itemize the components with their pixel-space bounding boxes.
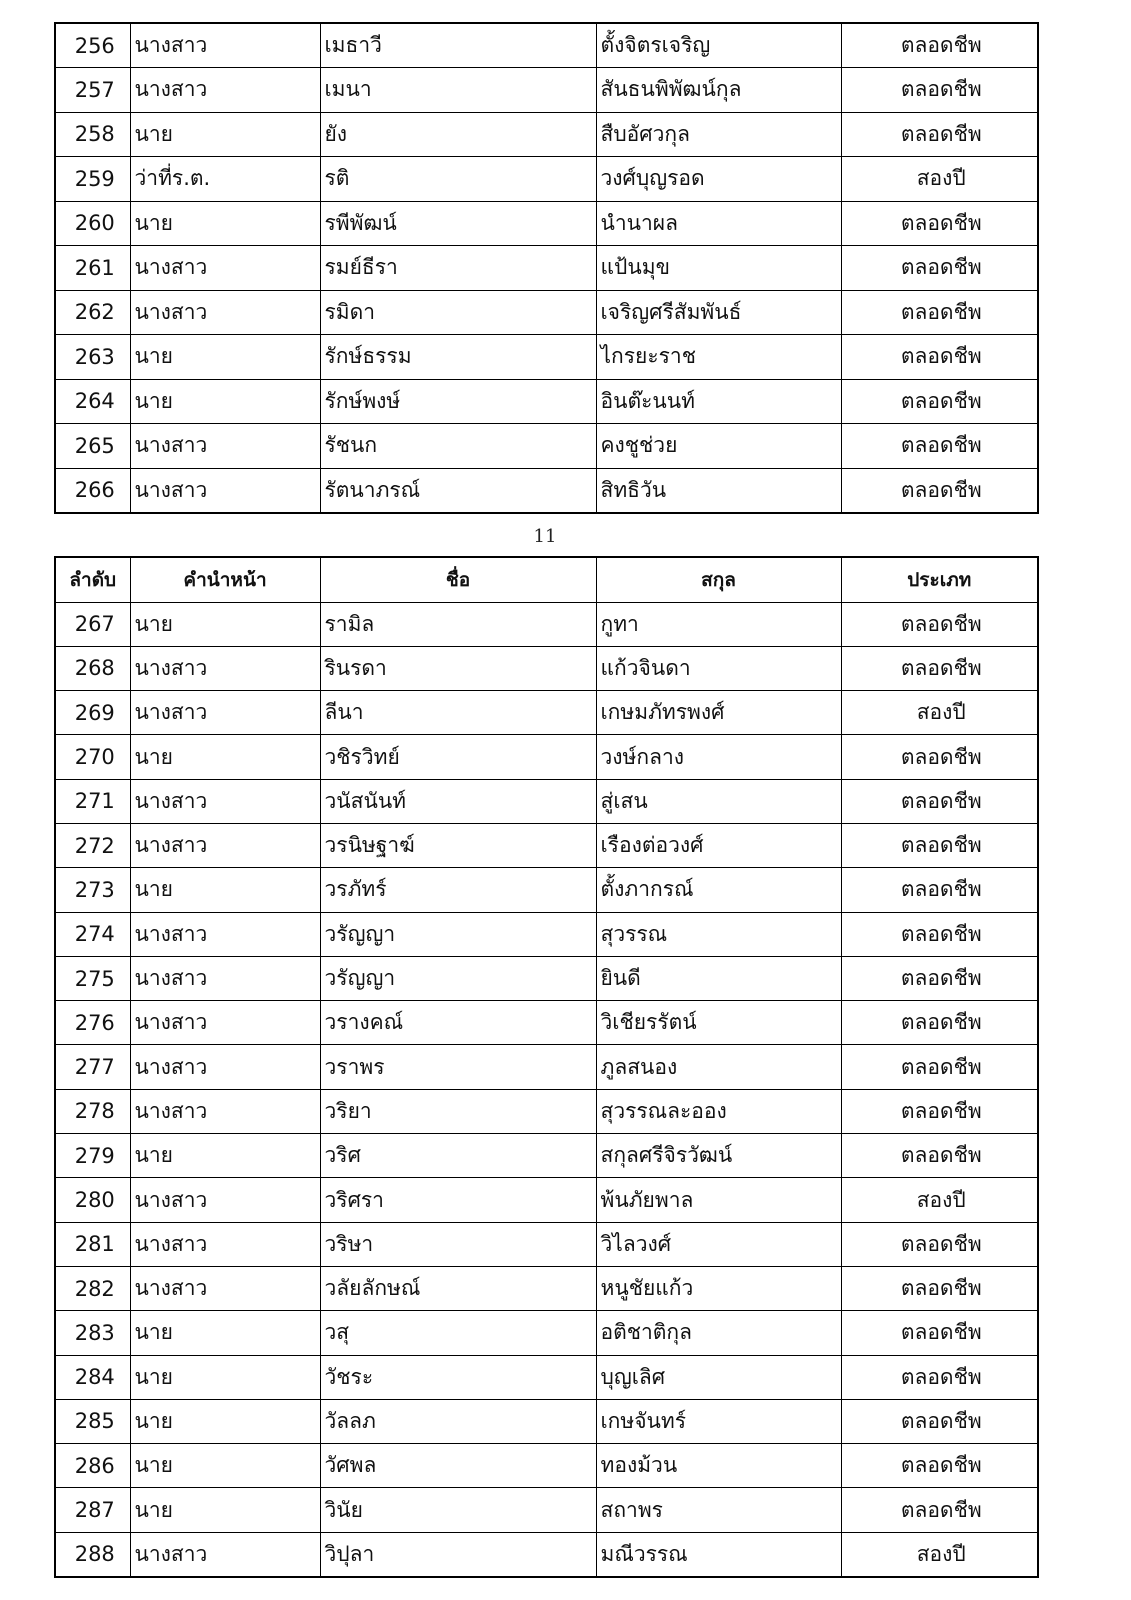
row-last-name: สู่เสน [596, 779, 841, 823]
row-number: 270 [55, 735, 130, 779]
row-number: 283 [55, 1311, 130, 1355]
row-membership-type: ตลอดชีพ [841, 1311, 1038, 1355]
row-prefix: นางสาว [130, 646, 320, 690]
row-membership-type: ตลอดชีพ [841, 1222, 1038, 1266]
row-last-name: หนูชัยแก้ว [596, 1266, 841, 1310]
table-row [55, 424, 1038, 469]
row-membership-type: ตลอดชีพ [841, 23, 1038, 68]
row-prefix: นาย [130, 735, 320, 779]
table-row [55, 646, 1038, 690]
table-row [55, 1222, 1038, 1266]
row-number: 279 [55, 1134, 130, 1178]
row-membership-type: ตลอดชีพ [841, 646, 1038, 690]
row-membership-type: ตลอดชีพ [841, 912, 1038, 956]
row-first-name: วิปุลา [320, 1532, 596, 1576]
row-number: 287 [55, 1488, 130, 1532]
row-membership-type: ตลอดชีพ [841, 379, 1038, 424]
row-number: 288 [55, 1532, 130, 1576]
row-membership-type: ตลอดชีพ [841, 468, 1038, 513]
row-first-name: วรัญญา [320, 956, 596, 1000]
row-number: 257 [55, 68, 130, 113]
row-membership-type: ตลอดชีพ [841, 1089, 1038, 1133]
row-first-name: วัลลภ [320, 1399, 596, 1443]
table-row [55, 1089, 1038, 1133]
row-last-name: เจริญศรีสัมพันธ์ [596, 290, 841, 335]
row-prefix: นาย [130, 602, 320, 646]
row-last-name: สุวรรณ [596, 912, 841, 956]
table-row [55, 1001, 1038, 1045]
row-membership-type: ตลอดชีพ [841, 868, 1038, 912]
table-row [55, 1355, 1038, 1399]
row-last-name: เกษมภัทรพงศ์ [596, 691, 841, 735]
row-last-name: อติชาติกุล [596, 1311, 841, 1355]
row-first-name: วรางคณ์ [320, 1001, 596, 1045]
row-membership-type: ตลอดชีพ [841, 1134, 1038, 1178]
table-row [55, 201, 1038, 246]
table-row [55, 1045, 1038, 1089]
table-row [55, 1311, 1038, 1355]
row-prefix: นาย [130, 1355, 320, 1399]
table-row [55, 379, 1038, 424]
row-membership-type: ตลอดชีพ [841, 735, 1038, 779]
row-number: 275 [55, 956, 130, 1000]
table-row [55, 1444, 1038, 1488]
row-last-name: อินต๊ะนนท์ [596, 379, 841, 424]
row-prefix: นางสาว [130, 691, 320, 735]
row-prefix: นางสาว [130, 424, 320, 469]
row-last-name: คงชูช่วย [596, 424, 841, 469]
row-first-name: รติ [320, 157, 596, 202]
row-prefix: นางสาว [130, 1001, 320, 1045]
row-membership-type: ตลอดชีพ [841, 68, 1038, 113]
row-first-name: เมธาวี [320, 23, 596, 68]
row-number: 281 [55, 1222, 130, 1266]
row-membership-type: ตลอดชีพ [841, 779, 1038, 823]
row-prefix: นางสาว [130, 1045, 320, 1089]
row-number: 259 [55, 157, 130, 202]
header-last-name: สกุล [596, 557, 841, 602]
row-number: 272 [55, 823, 130, 867]
header-no: ลำดับ [55, 557, 130, 602]
row-first-name: วลัยลักษณ์ [320, 1266, 596, 1310]
row-first-name: รักษ์พงษ์ [320, 379, 596, 424]
table-row [55, 691, 1038, 735]
table-row [55, 1266, 1038, 1310]
table-row [55, 602, 1038, 646]
table-row [55, 468, 1038, 513]
row-number: 273 [55, 868, 130, 912]
row-last-name: ไกรยะราช [596, 335, 841, 380]
row-last-name: วงศ์บุญรอด [596, 157, 841, 202]
table-row [55, 335, 1038, 380]
row-last-name: ยินดี [596, 956, 841, 1000]
row-prefix: นาย [130, 335, 320, 380]
row-prefix: นาย [130, 1399, 320, 1443]
row-first-name: รามิล [320, 602, 596, 646]
row-last-name: เกษจันทร์ [596, 1399, 841, 1443]
row-first-name: วรนิษฐาฆ์ [320, 823, 596, 867]
row-membership-type: ตลอดชีพ [841, 956, 1038, 1000]
row-number: 256 [55, 23, 130, 68]
row-first-name: วัศพล [320, 1444, 596, 1488]
row-prefix: นางสาว [130, 246, 320, 291]
row-prefix: นาย [130, 379, 320, 424]
row-membership-type: ตลอดชีพ [841, 335, 1038, 380]
row-number: 269 [55, 691, 130, 735]
row-last-name: นำนาผล [596, 201, 841, 246]
row-prefix: นางสาว [130, 912, 320, 956]
row-first-name: รินรดา [320, 646, 596, 690]
table-row [55, 1488, 1038, 1532]
row-prefix: นางสาว [130, 956, 320, 1000]
table-row [55, 1178, 1038, 1222]
row-first-name: วริยา [320, 1089, 596, 1133]
member-table-header [55, 557, 1038, 602]
row-prefix: นาย [130, 1444, 320, 1488]
row-prefix: นางสาว [130, 1532, 320, 1576]
row-prefix: นางสาว [130, 1089, 320, 1133]
row-last-name: สกุลศรีจิรวัฒน์ [596, 1134, 841, 1178]
row-last-name: แป้นมุข [596, 246, 841, 291]
row-number: 258 [55, 112, 130, 157]
member-table-continued [54, 22, 1039, 514]
row-prefix: ว่าที่ร.ต. [130, 157, 320, 202]
member-table-continued-body [55, 23, 1038, 513]
row-last-name: สุวรรณละออง [596, 1089, 841, 1133]
row-last-name: ภูลสนอง [596, 1045, 841, 1089]
row-prefix: นาย [130, 1311, 320, 1355]
header-first-name: ชื่อ [320, 557, 596, 602]
table-row [55, 1532, 1038, 1576]
row-number: 282 [55, 1266, 130, 1310]
row-last-name: มณีวรรณ [596, 1532, 841, 1576]
row-last-name: วิไลวงศ์ [596, 1222, 841, 1266]
row-first-name: รมย์ธีรา [320, 246, 596, 291]
header-type: ประเภท [841, 557, 1038, 602]
row-number: 261 [55, 246, 130, 291]
row-prefix: นางสาว [130, 468, 320, 513]
table-row [55, 23, 1038, 68]
table-row [55, 735, 1038, 779]
row-number: 285 [55, 1399, 130, 1443]
member-table-body [55, 602, 1038, 1577]
row-number: 274 [55, 912, 130, 956]
row-prefix: นางสาว [130, 779, 320, 823]
row-prefix: นาย [130, 112, 320, 157]
row-prefix: นางสาว [130, 1266, 320, 1310]
row-first-name: ลีนา [320, 691, 596, 735]
row-last-name: ตั้งภากรณ์ [596, 868, 841, 912]
row-last-name: พ้นภัยพาล [596, 1178, 841, 1222]
row-first-name: รัชนก [320, 424, 596, 469]
row-number: 265 [55, 424, 130, 469]
row-membership-type: ตลอดชีพ [841, 1488, 1038, 1532]
row-membership-type: ตลอดชีพ [841, 1399, 1038, 1443]
row-membership-type: ตลอดชีพ [841, 1444, 1038, 1488]
header-prefix: คำนำหน้า [130, 557, 320, 602]
page-number: 11 [533, 526, 557, 547]
table-row [55, 779, 1038, 823]
table-row [55, 956, 1038, 1000]
row-first-name: วริศรา [320, 1178, 596, 1222]
table-row [55, 68, 1038, 113]
row-last-name: สันธนพิพัฒน์กุล [596, 68, 841, 113]
row-number: 268 [55, 646, 130, 690]
row-prefix: นาย [130, 868, 320, 912]
row-membership-type: สองปี [841, 691, 1038, 735]
table-row [55, 246, 1038, 291]
row-prefix: นาย [130, 1134, 320, 1178]
row-first-name: รมิดา [320, 290, 596, 335]
row-prefix: นางสาว [130, 1222, 320, 1266]
row-last-name: วิเชียรรัตน์ [596, 1001, 841, 1045]
row-last-name: ตั้งจิตรเจริญ [596, 23, 841, 68]
row-membership-type: ตลอดชีพ [841, 1001, 1038, 1045]
row-membership-type: ตลอดชีพ [841, 290, 1038, 335]
row-membership-type: สองปี [841, 1178, 1038, 1222]
row-first-name: วินัย [320, 1488, 596, 1532]
row-first-name: วราพร [320, 1045, 596, 1089]
table-row [55, 1399, 1038, 1443]
header-row [55, 557, 1038, 602]
row-first-name: เมนา [320, 68, 596, 113]
row-number: 280 [55, 1178, 130, 1222]
table-row [55, 868, 1038, 912]
row-last-name: สืบอัศวกุล [596, 112, 841, 157]
row-prefix: นางสาว [130, 68, 320, 113]
row-first-name: วนัสนันท์ [320, 779, 596, 823]
row-number: 262 [55, 290, 130, 335]
row-prefix: นางสาว [130, 823, 320, 867]
row-number: 277 [55, 1045, 130, 1089]
row-first-name: วรัญญา [320, 912, 596, 956]
row-membership-type: สองปี [841, 1532, 1038, 1576]
row-membership-type: สองปี [841, 157, 1038, 202]
row-first-name: วรภัทร์ [320, 868, 596, 912]
row-membership-type: ตลอดชีพ [841, 1266, 1038, 1310]
table-row [55, 823, 1038, 867]
row-number: 286 [55, 1444, 130, 1488]
row-first-name: รพีพัฒน์ [320, 201, 596, 246]
row-first-name: วชิรวิทย์ [320, 735, 596, 779]
row-first-name: วสุ [320, 1311, 596, 1355]
row-first-name: วัชระ [320, 1355, 596, 1399]
row-last-name: กูทา [596, 602, 841, 646]
row-membership-type: ตลอดชีพ [841, 112, 1038, 157]
table-row [55, 290, 1038, 335]
row-last-name: วงษ์กลาง [596, 735, 841, 779]
row-last-name: บุญเลิศ [596, 1355, 841, 1399]
row-prefix: นางสาว [130, 1178, 320, 1222]
table-row [55, 112, 1038, 157]
member-table [54, 556, 1039, 1578]
row-number: 260 [55, 201, 130, 246]
row-membership-type: ตลอดชีพ [841, 246, 1038, 291]
row-last-name: สิทธิวัน [596, 468, 841, 513]
row-first-name: รัตนาภรณ์ [320, 468, 596, 513]
row-prefix: นางสาว [130, 23, 320, 68]
row-membership-type: ตลอดชีพ [841, 201, 1038, 246]
row-membership-type: ตลอดชีพ [841, 424, 1038, 469]
row-first-name: ยัง [320, 112, 596, 157]
row-prefix: นางสาว [130, 290, 320, 335]
row-first-name: วริษา [320, 1222, 596, 1266]
row-membership-type: ตลอดชีพ [841, 823, 1038, 867]
row-number: 284 [55, 1355, 130, 1399]
row-membership-type: ตลอดชีพ [841, 602, 1038, 646]
row-number: 266 [55, 468, 130, 513]
row-membership-type: ตลอดชีพ [841, 1045, 1038, 1089]
row-number: 271 [55, 779, 130, 823]
row-number: 278 [55, 1089, 130, 1133]
row-last-name: เรืองต่อวงศ์ [596, 823, 841, 867]
row-first-name: วริศ [320, 1134, 596, 1178]
row-number: 263 [55, 335, 130, 380]
row-number: 264 [55, 379, 130, 424]
row-number: 267 [55, 602, 130, 646]
row-last-name: แก้วจินดา [596, 646, 841, 690]
row-number: 276 [55, 1001, 130, 1045]
row-prefix: นาย [130, 1488, 320, 1532]
row-last-name: ทองม้วน [596, 1444, 841, 1488]
row-prefix: นาย [130, 201, 320, 246]
row-last-name: สถาพร [596, 1488, 841, 1532]
row-first-name: รักษ์ธรรม [320, 335, 596, 380]
table-row [55, 1134, 1038, 1178]
row-membership-type: ตลอดชีพ [841, 1355, 1038, 1399]
table-row [55, 157, 1038, 202]
table-row [55, 912, 1038, 956]
